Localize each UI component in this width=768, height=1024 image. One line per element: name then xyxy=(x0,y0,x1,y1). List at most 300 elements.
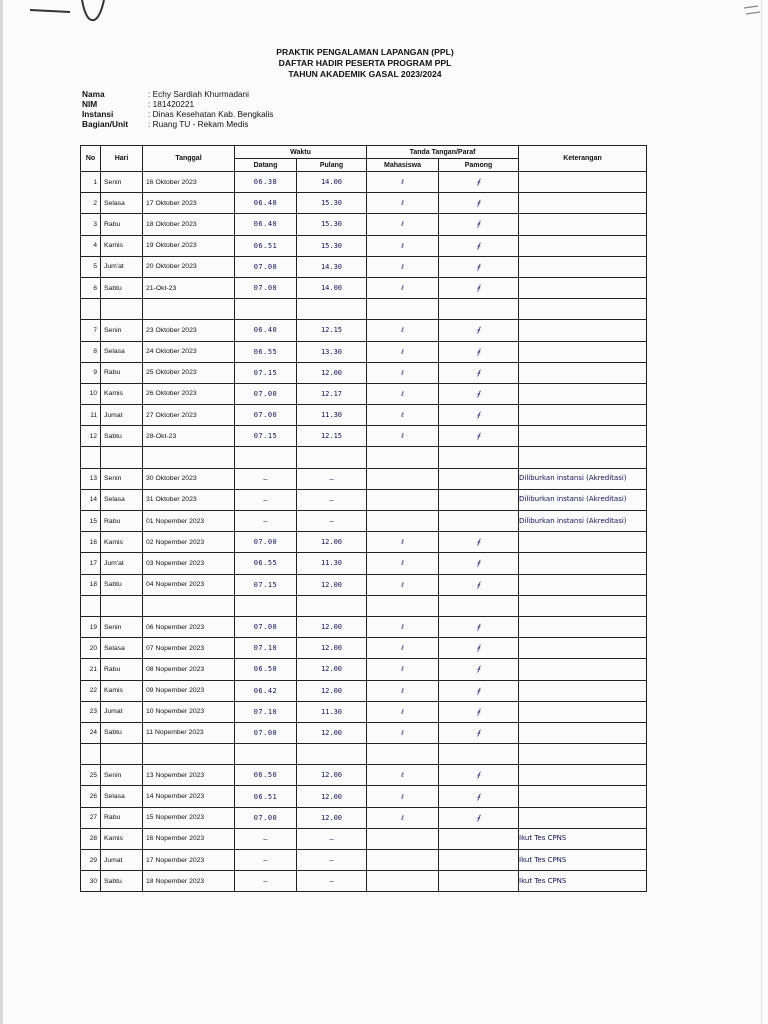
cell-datang: 06.40 xyxy=(235,320,297,341)
cell-datang: 07.10 xyxy=(235,701,297,722)
cell-paraf-mahasiswa: ℓ xyxy=(367,341,439,362)
cell-keterangan xyxy=(519,786,647,807)
table-row xyxy=(81,489,647,510)
table-body xyxy=(81,172,647,892)
cell-tanggal: 23 Oktober 2023 xyxy=(143,320,235,341)
empty-cell xyxy=(367,744,439,765)
table-row xyxy=(81,426,647,447)
cell-hari: Jumat xyxy=(101,701,143,722)
cell-keterangan xyxy=(519,426,647,447)
cell-paraf-pamong: ∮ xyxy=(439,786,519,807)
table-row xyxy=(81,638,647,659)
cell-tanggal: 13 Nopember 2023 xyxy=(143,765,235,786)
cell-hari: Selasa xyxy=(101,341,143,362)
cell-no: 11 xyxy=(81,405,101,426)
table-row xyxy=(81,172,647,193)
cell-paraf-mahasiswa: ℓ xyxy=(367,638,439,659)
cell-no: 15 xyxy=(81,511,101,532)
cell-paraf-mahasiswa: ℓ xyxy=(367,277,439,298)
cell-paraf-mahasiswa: ℓ xyxy=(367,383,439,404)
cell-pulang: 12.00 xyxy=(297,680,367,701)
scan-right-edge xyxy=(761,0,762,1024)
cell-paraf-pamong: ∮ xyxy=(439,256,519,277)
scan-left-edge xyxy=(0,0,3,1024)
table-spacer-row xyxy=(81,299,647,320)
cell-keterangan xyxy=(519,193,647,214)
cell-tanggal: 19 Oktober 2023 xyxy=(143,235,235,256)
cell-paraf-pamong: ∮ xyxy=(439,701,519,722)
cell-keterangan: Ikut Tes CPNS xyxy=(519,850,647,871)
table-row xyxy=(81,320,647,341)
cell-no: 13 xyxy=(81,468,101,489)
cell-paraf-pamong: ∮ xyxy=(439,680,519,701)
cell-pulang: — xyxy=(297,511,367,532)
table-row xyxy=(81,383,647,404)
cell-tanggal: 02 Nopember 2023 xyxy=(143,532,235,553)
table-row xyxy=(81,256,647,277)
info-row-nama xyxy=(82,89,273,99)
cell-hari: Rabu xyxy=(101,659,143,680)
cell-keterangan xyxy=(519,553,647,574)
cell-keterangan xyxy=(519,532,647,553)
cell-keterangan xyxy=(519,214,647,235)
empty-cell xyxy=(101,299,143,320)
empty-cell xyxy=(143,595,235,616)
empty-cell xyxy=(101,447,143,468)
cell-paraf-pamong: ∮ xyxy=(439,574,519,595)
empty-cell xyxy=(235,299,297,320)
empty-cell xyxy=(439,595,519,616)
participant-info xyxy=(82,89,273,129)
col-mahasiswa: Mahasiswa xyxy=(367,159,439,172)
cell-pulang: — xyxy=(297,489,367,510)
empty-cell xyxy=(519,744,647,765)
cell-datang: 07.15 xyxy=(235,362,297,383)
empty-cell xyxy=(297,299,367,320)
cell-pulang: 13.30 xyxy=(297,341,367,362)
empty-cell xyxy=(297,447,367,468)
info-key: Instansi xyxy=(82,109,114,119)
cell-hari: Senin xyxy=(101,172,143,193)
info-key: Nama xyxy=(82,89,105,99)
empty-cell xyxy=(81,744,101,765)
table-row xyxy=(81,574,647,595)
cell-keterangan xyxy=(519,320,647,341)
cell-pulang: 12.00 xyxy=(297,574,367,595)
empty-cell xyxy=(143,744,235,765)
cell-pulang: 12.00 xyxy=(297,807,367,828)
cell-paraf-pamong: ∮ xyxy=(439,341,519,362)
table-row xyxy=(81,193,647,214)
table-header xyxy=(81,146,647,172)
empty-cell xyxy=(101,595,143,616)
table-row xyxy=(81,871,647,892)
empty-cell xyxy=(367,447,439,468)
cell-no: 18 xyxy=(81,574,101,595)
cell-keterangan xyxy=(519,807,647,828)
cell-datang: 06.40 xyxy=(235,214,297,235)
cell-tanggal: 11 Nopember 2023 xyxy=(143,722,235,743)
info-value: : Ruang TU - Rekam Medis xyxy=(148,119,249,129)
cell-tanggal: 03 Nopember 2023 xyxy=(143,553,235,574)
cell-keterangan xyxy=(519,574,647,595)
cell-tanggal: 15 Nopember 2023 xyxy=(143,807,235,828)
cell-hari: Jumat xyxy=(101,850,143,871)
cell-no: 24 xyxy=(81,722,101,743)
cell-datang: — xyxy=(235,828,297,849)
empty-cell xyxy=(235,447,297,468)
cell-datang: 07.00 xyxy=(235,807,297,828)
empty-cell xyxy=(519,447,647,468)
cell-keterangan xyxy=(519,638,647,659)
cell-no: 5 xyxy=(81,256,101,277)
cell-paraf-pamong: ∮ xyxy=(439,405,519,426)
cell-tanggal: 04 Nopember 2023 xyxy=(143,574,235,595)
cell-paraf-mahasiswa xyxy=(367,468,439,489)
cell-tanggal: 28-Okt-23 xyxy=(143,426,235,447)
cell-paraf-pamong xyxy=(439,511,519,532)
cell-datang: — xyxy=(235,511,297,532)
title-line-3: TAHUN AKADEMIK GASAL 2023/2024 xyxy=(288,69,442,79)
table-row xyxy=(81,235,647,256)
cell-hari: Selasa xyxy=(101,489,143,510)
cell-tanggal: 06 Nopember 2023 xyxy=(143,616,235,637)
cell-paraf-pamong: ∮ xyxy=(439,722,519,743)
cell-paraf-pamong xyxy=(439,468,519,489)
cell-keterangan: Ikut Tes CPNS xyxy=(519,828,647,849)
cell-keterangan xyxy=(519,362,647,383)
cell-paraf-pamong: ∮ xyxy=(439,638,519,659)
cell-datang: 06.38 xyxy=(235,172,297,193)
cell-no: 19 xyxy=(81,616,101,637)
cell-paraf-mahasiswa: ℓ xyxy=(367,765,439,786)
col-paraf: Tanda Tangan/Paraf xyxy=(367,146,519,159)
cell-keterangan xyxy=(519,341,647,362)
cell-paraf-pamong: ∮ xyxy=(439,320,519,341)
cell-datang: 07.00 xyxy=(235,532,297,553)
cell-paraf-mahasiswa: ℓ xyxy=(367,680,439,701)
cell-datang: 07.15 xyxy=(235,574,297,595)
cell-tanggal: 16 Oktober 2023 xyxy=(143,172,235,193)
cell-hari: Jum'at xyxy=(101,553,143,574)
cell-datang: 06.51 xyxy=(235,786,297,807)
empty-cell xyxy=(81,299,101,320)
cell-hari: Senin xyxy=(101,765,143,786)
cell-paraf-mahasiswa: ℓ xyxy=(367,722,439,743)
cell-keterangan xyxy=(519,256,647,277)
cell-pulang: 12.15 xyxy=(297,426,367,447)
cell-pulang: — xyxy=(297,871,367,892)
cell-paraf-mahasiswa: ℓ xyxy=(367,362,439,383)
cell-pulang: 12.00 xyxy=(297,532,367,553)
cell-keterangan xyxy=(519,659,647,680)
cell-paraf-mahasiswa: ℓ xyxy=(367,320,439,341)
table-row xyxy=(81,341,647,362)
cell-no: 14 xyxy=(81,489,101,510)
cell-paraf-pamong: ∮ xyxy=(439,193,519,214)
empty-cell xyxy=(143,299,235,320)
cell-pulang: 12.00 xyxy=(297,362,367,383)
document-title xyxy=(140,47,590,80)
empty-cell xyxy=(367,299,439,320)
cell-paraf-mahasiswa xyxy=(367,871,439,892)
cell-pulang: 14.00 xyxy=(297,172,367,193)
cell-pulang: 14.00 xyxy=(297,277,367,298)
table-row xyxy=(81,828,647,849)
table-row xyxy=(81,405,647,426)
cell-tanggal: 24 Oktober 2023 xyxy=(143,341,235,362)
empty-cell xyxy=(101,744,143,765)
cell-keterangan xyxy=(519,277,647,298)
cell-hari: Sabtu xyxy=(101,722,143,743)
cell-no: 26 xyxy=(81,786,101,807)
col-datang: Datang xyxy=(235,159,297,172)
table-spacer-row xyxy=(81,447,647,468)
cell-tanggal: 31 Oktober 2023 xyxy=(143,489,235,510)
table-row xyxy=(81,553,647,574)
cell-datang: 07.00 xyxy=(235,277,297,298)
cell-hari: Kamis xyxy=(101,680,143,701)
cell-datang: 07.00 xyxy=(235,616,297,637)
cell-no: 28 xyxy=(81,828,101,849)
cell-keterangan xyxy=(519,383,647,404)
cell-hari: Rabu xyxy=(101,362,143,383)
cell-hari: Kamis xyxy=(101,235,143,256)
cell-datang: — xyxy=(235,871,297,892)
cell-no: 12 xyxy=(81,426,101,447)
cell-no: 4 xyxy=(81,235,101,256)
cell-datang: 06.50 xyxy=(235,659,297,680)
attendance-table xyxy=(80,145,647,892)
cell-hari: Jumat xyxy=(101,405,143,426)
cell-paraf-pamong: ∮ xyxy=(439,362,519,383)
table-row xyxy=(81,680,647,701)
cell-pulang: 12.00 xyxy=(297,722,367,743)
cell-no: 16 xyxy=(81,532,101,553)
cell-hari: Sabtu xyxy=(101,426,143,447)
table-row xyxy=(81,214,647,235)
table-row xyxy=(81,701,647,722)
cell-no: 21 xyxy=(81,659,101,680)
table-spacer-row xyxy=(81,595,647,616)
cell-pulang: — xyxy=(297,468,367,489)
pen-stroke-mark xyxy=(30,0,110,24)
cell-no: 9 xyxy=(81,362,101,383)
cell-paraf-pamong: ∮ xyxy=(439,383,519,404)
cell-paraf-pamong xyxy=(439,850,519,871)
info-key: Bagian/Unit xyxy=(82,119,129,129)
table-row xyxy=(81,722,647,743)
cell-no: 3 xyxy=(81,214,101,235)
cell-tanggal: 18 Oktober 2023 xyxy=(143,214,235,235)
cell-paraf-mahasiswa: ℓ xyxy=(367,532,439,553)
cell-pulang: 11.30 xyxy=(297,553,367,574)
table-spacer-row xyxy=(81,744,647,765)
cell-datang: 07.15 xyxy=(235,426,297,447)
empty-cell xyxy=(367,595,439,616)
cell-tanggal: 08 Nopember 2023 xyxy=(143,659,235,680)
info-row-instansi xyxy=(82,109,273,119)
cell-paraf-mahasiswa: ℓ xyxy=(367,172,439,193)
cell-hari: Rabu xyxy=(101,511,143,532)
table-row xyxy=(81,850,647,871)
table-row xyxy=(81,532,647,553)
table-row xyxy=(81,511,647,532)
cell-no: 30 xyxy=(81,871,101,892)
cell-pulang: 15.30 xyxy=(297,214,367,235)
col-tanggal: Tanggal xyxy=(143,146,235,172)
cell-paraf-mahasiswa: ℓ xyxy=(367,553,439,574)
cell-no: 22 xyxy=(81,680,101,701)
cell-datang: 06.40 xyxy=(235,193,297,214)
cell-tanggal: 17 Nopember 2023 xyxy=(143,850,235,871)
cell-paraf-pamong xyxy=(439,871,519,892)
cell-datang: — xyxy=(235,489,297,510)
table-row xyxy=(81,362,647,383)
cell-no: 23 xyxy=(81,701,101,722)
cell-keterangan xyxy=(519,701,647,722)
empty-cell xyxy=(235,595,297,616)
table-row xyxy=(81,765,647,786)
cell-keterangan: Diliburkan instansi (Akreditasi) xyxy=(519,511,647,532)
info-value: : Echy Sardiah Khurmadani xyxy=(148,89,250,99)
cell-paraf-pamong: ∮ xyxy=(439,553,519,574)
cell-datang: — xyxy=(235,468,297,489)
cell-no: 1 xyxy=(81,172,101,193)
col-pamong: Pamong xyxy=(439,159,519,172)
cell-tanggal: 01 Nopember 2023 xyxy=(143,511,235,532)
cell-paraf-pamong: ∮ xyxy=(439,616,519,637)
table-row xyxy=(81,659,647,680)
info-value: : Dinas Kesehatan Kab. Bengkalis xyxy=(148,109,274,119)
empty-cell xyxy=(81,595,101,616)
cell-no: 29 xyxy=(81,850,101,871)
cell-pulang: 12.00 xyxy=(297,638,367,659)
cell-pulang: — xyxy=(297,828,367,849)
cell-hari: Kamis xyxy=(101,828,143,849)
col-hari: Hari xyxy=(101,146,143,172)
cell-no: 20 xyxy=(81,638,101,659)
cell-no: 10 xyxy=(81,383,101,404)
table-row xyxy=(81,786,647,807)
cell-keterangan xyxy=(519,722,647,743)
cell-pulang: 12.15 xyxy=(297,320,367,341)
cell-datang: 07.00 xyxy=(235,405,297,426)
cell-pulang: 12.00 xyxy=(297,659,367,680)
cell-hari: Rabu xyxy=(101,807,143,828)
cell-pulang: 12.17 xyxy=(297,383,367,404)
cell-hari: Selasa xyxy=(101,638,143,659)
empty-cell xyxy=(297,595,367,616)
cell-datang: 06.55 xyxy=(235,341,297,362)
cell-pulang: 12.00 xyxy=(297,616,367,637)
cell-hari: Senin xyxy=(101,468,143,489)
corner-scribble-mark xyxy=(742,4,762,18)
cell-paraf-mahasiswa: ℓ xyxy=(367,786,439,807)
cell-hari: Kamis xyxy=(101,532,143,553)
col-no: No xyxy=(81,146,101,172)
cell-tanggal: 21-Okt-23 xyxy=(143,277,235,298)
cell-datang: 07.00 xyxy=(235,722,297,743)
cell-paraf-mahasiswa: ℓ xyxy=(367,807,439,828)
cell-paraf-mahasiswa: ℓ xyxy=(367,659,439,680)
col-pulang: Pulang xyxy=(297,159,367,172)
cell-keterangan xyxy=(519,765,647,786)
cell-paraf-mahasiswa: ℓ xyxy=(367,214,439,235)
cell-datang: 07.00 xyxy=(235,383,297,404)
cell-hari: Sabtu xyxy=(101,871,143,892)
cell-paraf-pamong: ∮ xyxy=(439,277,519,298)
cell-pulang: 11.30 xyxy=(297,405,367,426)
info-row-bagian xyxy=(82,119,273,129)
empty-cell xyxy=(439,299,519,320)
info-key: NIM xyxy=(82,99,98,109)
col-keterangan: Keterangan xyxy=(519,146,647,172)
info-row-nim xyxy=(82,99,273,109)
title-line-1: PRAKTIK PENGALAMAN LAPANGAN (PPL) xyxy=(276,47,454,57)
cell-tanggal: 27 Oktober 2023 xyxy=(143,405,235,426)
title-line-2: DAFTAR HADIR PESERTA PROGRAM PPL xyxy=(278,58,452,68)
cell-no: 8 xyxy=(81,341,101,362)
cell-tanggal: 18 Nopember 2023 xyxy=(143,871,235,892)
cell-paraf-pamong: ∮ xyxy=(439,235,519,256)
cell-hari: Senin xyxy=(101,320,143,341)
cell-tanggal: 10 Nopember 2023 xyxy=(143,701,235,722)
cell-keterangan xyxy=(519,680,647,701)
cell-no: 27 xyxy=(81,807,101,828)
cell-paraf-mahasiswa xyxy=(367,828,439,849)
cell-pulang: 15.30 xyxy=(297,193,367,214)
cell-paraf-mahasiswa: ℓ xyxy=(367,574,439,595)
cell-paraf-mahasiswa xyxy=(367,489,439,510)
cell-hari: Selasa xyxy=(101,786,143,807)
empty-cell xyxy=(235,744,297,765)
cell-keterangan: Diliburkan instansi (Akreditasi) xyxy=(519,489,647,510)
cell-no: 2 xyxy=(81,193,101,214)
cell-paraf-mahasiswa: ℓ xyxy=(367,701,439,722)
cell-hari: Sabtu xyxy=(101,277,143,298)
cell-tanggal: 14 Nopember 2023 xyxy=(143,786,235,807)
cell-tanggal: 07 Nopember 2023 xyxy=(143,638,235,659)
cell-paraf-pamong xyxy=(439,489,519,510)
cell-paraf-pamong: ∮ xyxy=(439,659,519,680)
empty-cell xyxy=(81,447,101,468)
cell-hari: Rabu xyxy=(101,214,143,235)
info-value: : 181420221 xyxy=(148,99,195,109)
empty-cell xyxy=(439,744,519,765)
cell-paraf-mahasiswa: ℓ xyxy=(367,256,439,277)
cell-hari: Sabtu xyxy=(101,574,143,595)
cell-tanggal: 16 Nopember 2023 xyxy=(143,828,235,849)
cell-hari: Senin xyxy=(101,616,143,637)
cell-paraf-pamong: ∮ xyxy=(439,172,519,193)
cell-datang: 06.42 xyxy=(235,680,297,701)
cell-tanggal: 17 Oktober 2023 xyxy=(143,193,235,214)
empty-cell xyxy=(439,447,519,468)
cell-hari: Jum'at xyxy=(101,256,143,277)
table-row xyxy=(81,616,647,637)
cell-keterangan xyxy=(519,405,647,426)
cell-pulang: 14.30 xyxy=(297,256,367,277)
cell-hari: Selasa xyxy=(101,193,143,214)
cell-paraf-mahasiswa xyxy=(367,850,439,871)
table-row xyxy=(81,277,647,298)
cell-paraf-pamong: ∮ xyxy=(439,765,519,786)
cell-no: 17 xyxy=(81,553,101,574)
cell-tanggal: 09 Nopember 2023 xyxy=(143,680,235,701)
cell-datang: 06.55 xyxy=(235,553,297,574)
cell-no: 7 xyxy=(81,320,101,341)
